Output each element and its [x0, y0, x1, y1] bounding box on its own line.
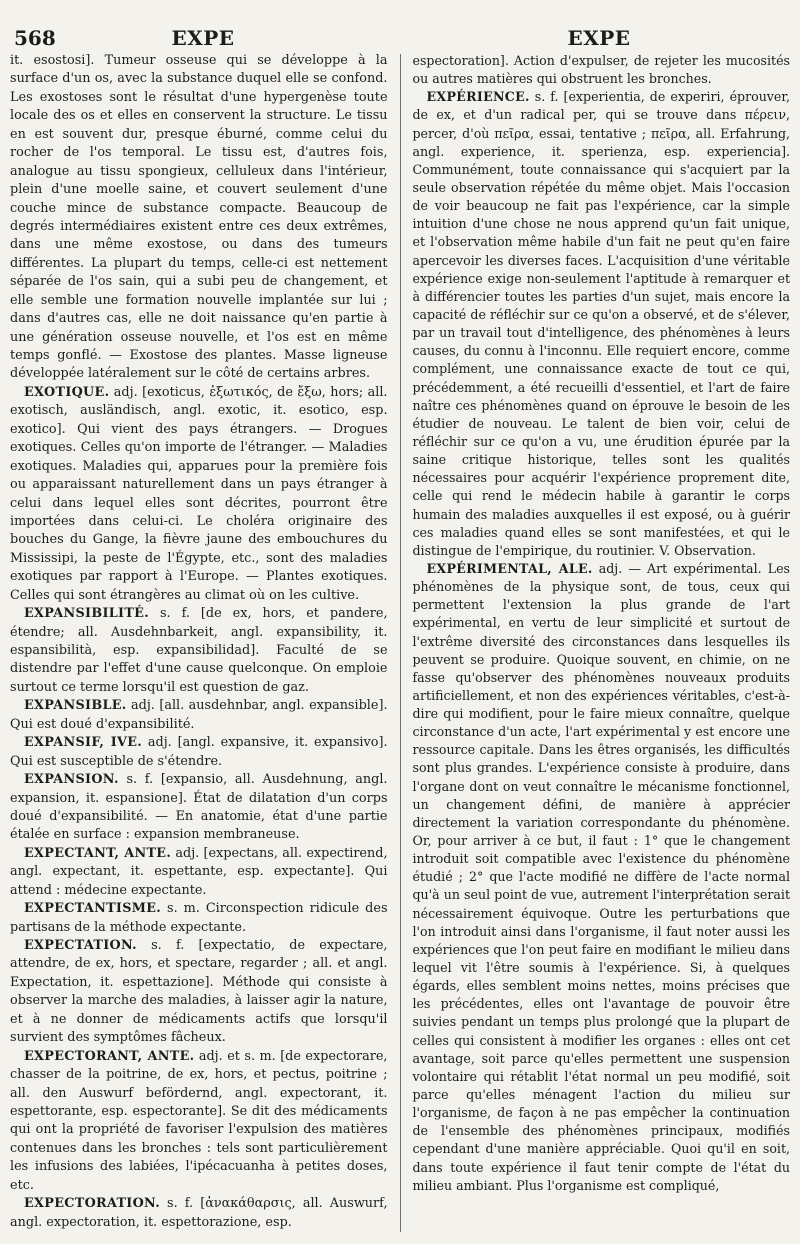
entry-expansibilite: EXPANSIBILITÉ. s. f. [de ex, hors, et pandere, étendre; all. Ausdehnbarkeit, angl. expansibility, it. espansibilità, esp. expansibilidad]. Faculté de se distendre par l'effet d'une cause quelconque. On emploie surtout ce terme lorsqu'il est question de gaz.: [10, 606, 388, 695]
headword: EXPANSIF, IVE.: [24, 735, 143, 751]
left-running-head: EXPE: [171, 26, 235, 50]
right-column: [413, 52, 791, 1195]
headword: EXPANSIBILITÉ.: [24, 606, 149, 622]
entry-expansif: EXPANSIF, IVE. adj. [angl. expansive, it. expansivo]. Qui est susceptible de s'étendre.: [10, 735, 388, 769]
headword: EXPECTANTISME.: [24, 901, 162, 917]
page-header: [10, 22, 790, 52]
entry-exostose-continuation: it. esostosi]. Tumeur osseuse qui se développe à la surface d'un os, avec la substance duquel elle se confond. Les exostoses sont le résultat d'une hypergenèse toute locale des os et elles en conservent la structure. Le tissu en est souvent dur, presque éburné, comme celui du rocher de l'os temporal. Le tissu est, d'autres fois, analogue au tissu spongieux, celluleux dans l'intérieur, plein d'une moelle saine, et couvert seulement d'une couche mince de substance compacte. Beaucoup de degrés intermédiaires existent entre ces deux extrêmes, dans une même exostose, ou dans des tumeurs différentes. La plupart du temps, celle-ci est nettement séparée de l'os sain, qui a subi peu de changement, et elle semble une formation nouvelle implantée sur lui ; dans d'autres cas, elle ne doit naissance qu'en partie à une génération osseuse nouvelle, et l'os est en même temps gonflé. — Exostose des plantes. Masse ligneuse développée latéralement sur le côté de certains arbres.: [10, 53, 388, 382]
right-running-head: EXPE: [567, 26, 631, 50]
entry-expectoration-continuation: espectoration]. Action d'expulser, de rejeter les mucosités ou autres matières qui obstruent les bronches.: [412, 53, 791, 87]
headword: EXPECTANT, ANTE.: [24, 845, 172, 861]
headword: EXPANSION.: [24, 772, 119, 788]
entry-expectoration: EXPECTORATION. s. f. [ἀνακάθαρσις, all. Auswurf, angl. expectoration, it. espettorazione, esp.: [10, 1196, 388, 1230]
entry-expansion: EXPANSION. s. f. [expansio, all. Ausdehnung, angl. expansion, it. espansione]. État de dilatation d'un corps doué d'expansibilité. — En anatomie, état d'une partie étalée en surface : expansion membraneuse.: [10, 772, 388, 843]
headword: EXPÉRIENCE.: [426, 89, 530, 105]
headword: EXPECTATION.: [24, 938, 137, 953]
entry-experimental: EXPÉRIMENTAL, ALE. adj. — Art expérimental. Les phénomènes de la physique sont, de tous, ceux qui permettent l'extension la plus grande de l'art expérimental, en vertu de leur simplicité et surtout de l'extrême diversité des circonstances dans lesquelles ils peuvent se produire. Quoique souvent, en chimie, on ne fasse qu'observer des phénomènes nouveaux produits artificiellement, et non des expériences véritables, c'est-à-dire qui modifient, pour le faire mieux connaître, quelque circonstance d'un acte, l'art expérimental y est encore une ressource capitale. Dans les êtres organisés, les difficultés sont plus grandes. L'expérience consiste à produire, dans l'organe dont on veut connaître le mécanisme fonctionnel, un changement défini, de manière à apprécier directement la variation correspondante du phénomène. Or, pour arriver à ce but, il faut : 1° que le changement introduit soit compatible avec l'existence du phénomène étudié ; 2° que l'acte modifié ne diffère de l'acte normal qu'à un seul point de vue, autrement l'interprétation serait nécessairement équivoque. Outre les perturbations que l'on introduit ainsi dans l'organisme, il faut noter aussi les expériences que l'on peut faire en modifiant le milieu dans lequel vit l'être soumis à l'expérience. Si, à quelques égards, elles semblent moins nettes, moins précises que les précédentes, elles ont l'avantage de pouvoir être suivies pendant un temps plus prolongé que la plupart de celles qui consistent à modifier les organes : elles ont cet avantage, soit parce qu'elles permettent une suspension volontaire qui rétablit l'état normal un peu modifié, soit parce qu'elles ménagent l'action du milieu sur l'organisme, de façon à ne pas empêcher la continuation de l'ensemble des phénomènes principaux, modifiés cependant d'une manière appréciable. Quoi qu'il en soit, dans toute expérience il faut tenir compte de l'état du milieu ambiant. Plus l'organisme est compliqué,: [412, 560, 791, 1193]
headword: EXPÉRIMENTAL, ALE.: [426, 560, 593, 576]
headword: EXOTIQUE.: [24, 384, 110, 400]
entry-exotique: EXOTIQUE. adj. [exoticus, ἐξωτικός, de ἔξω, hors; all. exotisch, ausländisch, angl. exotic, it. esotico, esp. exotico]. Qui vient des pays étrangers. — Drogues exotiques. Celles qu'on importe de l'étranger. — Maladies exotiques. Maladies qui, apparues pour la première fois ou apparaissant naturellement dans un pays étranger à celui dans lequel elles sont décrites, pourront être importées dans celui-ci. Le choléra originaire des bouches du Gange, la fièvre jaune des embouchures du Mississipi, la peste de l'Égypte, etc., sont des maladies exotiques par rapport à l'Europe. — Plantes exotiques. Celles qui sont étrangères au climat où on les cultive.: [10, 384, 388, 603]
entry-expectantisme: EXPECTANTISME. s. m. Circonspection ridicule des partisans de la méthode expectante.: [10, 901, 388, 935]
left-column: [10, 52, 388, 1232]
entry-expectant: EXPECTANT, ANTE. adj. [expectans, all. expectirend, angl. expectant, it. espettante, esp. expectante]. Qui attend : médecine expectante.: [10, 845, 388, 898]
headword: EXPECTORANT, ANTE.: [24, 1048, 195, 1064]
entry-expansible: EXPANSIBLE. adj. [all. ausdehnbar, angl. expansible]. Qui est doué d'expansibilité.: [10, 698, 388, 732]
entry-expectorant: EXPECTORANT, ANTE. adj. et s. m. [de expectorare, chasser de la poitrine, de ex, hors, et pectus, poitrine ; all. den Auswurf befördernd, angl. expectorant, it. espettorante, esp. espectorante]. Se dit des médicaments qui ont la propriété de favoriser l'expulsion des matières contenues dans les bronches : tels sont particulièrement les infusions des labiées, l'ipécacuanha à petites doses, etc.: [10, 1048, 388, 1193]
entry-expectation: EXPECTATION. s. f. [expectatio, de expectare, attendre, de ex, hors, et spectare, regarder ; all. et angl. Expectation, it. espettazione]. Méthode qui consiste à observer la marche des maladies, à laisser agir la nature, et à ne donner de médicaments actifs que lorsqu'il survient des symptômes fâcheux.: [10, 938, 388, 1046]
text-columns: [10, 52, 790, 1232]
headword: EXPECTORATION.: [24, 1196, 160, 1212]
page-number: 568: [14, 26, 56, 50]
column-divider: [400, 54, 401, 1232]
entry-experience: EXPÉRIENCE. s. f. [experientia, de experiri, éprouver, de ex, et d'un radical per, qui se trouve dans πέρειν, percer, d'où πεῖρα, essai, tentative ; πεῖρα, all. Erfahrung, angl. experience, it. sperienza, esp. experiencia]. Communément, toute connaissance qui s'acquiert par la seule observation répétée du même objet. Mais l'occasion de voir beaucoup ne fait pas l'expérience, car la simple intuition d'une chose ne nous apprend qu'un fait unique, et l'observation même habile d'un fait ne peut qu'en faire apercevoir les diverses faces. L'acquisition d'une véritable expérience exige non-seulement l'aptitude à remarquer et à différencier toutes les parties d'un sujet, mais encore la capacité de réfléchir sur ce qu'on a observé, et de s'élever, par un travail tout d'intelligence, des phénomènes à leurs causes, du connu à l'inconnu. Elle requiert encore, comme complément, une connaissance exacte de tout ce qui, précédemment, a été recueilli d'essentiel, et l'art de faire naître ces phénomènes quand on éprouve le besoin de les étudier de nouveau. Le talent de bien voir, celui de réfléchir sur ce qu'on a vu, une érudition épurée par la saine critique historique, telles sont les qualités nécessaires pour acquérir l'expérience proprement dite, celle qui rend le médecin habile à garantir le corps humain des maladies auxquelles il est exposé, ou à guérir ces maladies quand elles se sont manifestées, et qui le distingue de l'empirique, du routinier. V. Observation.: [412, 89, 791, 558]
headword: EXPANSIBLE.: [24, 698, 127, 714]
